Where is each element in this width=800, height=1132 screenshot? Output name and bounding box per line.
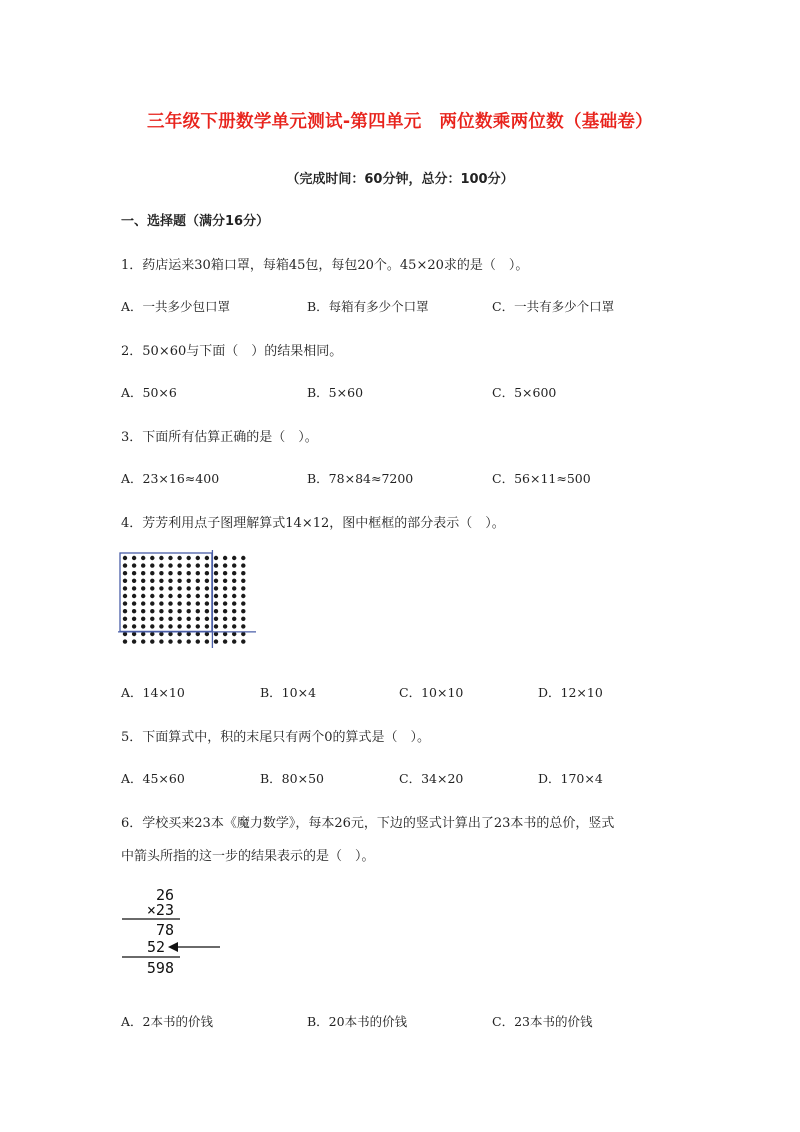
dot bbox=[159, 579, 163, 583]
dot bbox=[187, 617, 191, 621]
q4-option-a: A．14×10 bbox=[121, 685, 185, 700]
dot bbox=[241, 571, 245, 575]
q2-option-c: C．5×600 bbox=[492, 385, 557, 400]
dot bbox=[187, 571, 191, 575]
dot bbox=[159, 556, 163, 560]
dot bbox=[232, 571, 236, 575]
dot bbox=[205, 571, 209, 575]
calc-partial-2: 52 bbox=[146, 938, 165, 956]
dot bbox=[187, 594, 191, 598]
dot bbox=[132, 556, 136, 560]
dot bbox=[241, 601, 245, 605]
dot bbox=[159, 624, 163, 628]
dot bbox=[177, 594, 181, 598]
dot bbox=[232, 556, 236, 560]
dot bbox=[123, 579, 127, 583]
dot bbox=[223, 594, 227, 598]
dot bbox=[168, 563, 172, 567]
page-title: 三年级下册数学单元测试-第四单元 两位数乘两位数（基础卷） bbox=[147, 112, 653, 132]
dot bbox=[196, 609, 200, 613]
dot bbox=[196, 556, 200, 560]
dot bbox=[205, 556, 209, 560]
dot bbox=[159, 609, 163, 613]
dot bbox=[241, 617, 245, 621]
dot bbox=[141, 571, 145, 575]
dot bbox=[168, 571, 172, 575]
dot bbox=[223, 609, 227, 613]
dot bbox=[177, 556, 181, 560]
q4-option-c: C．10×10 bbox=[399, 685, 464, 700]
dot bbox=[141, 617, 145, 621]
dot bbox=[177, 609, 181, 613]
dot bbox=[132, 586, 136, 590]
dot bbox=[223, 586, 227, 590]
dot bbox=[232, 609, 236, 613]
dot bbox=[196, 624, 200, 628]
dot bbox=[205, 617, 209, 621]
dot bbox=[232, 579, 236, 583]
dot bbox=[223, 563, 227, 567]
dot bbox=[123, 609, 127, 613]
question-6-stem-cont: 中箭头所指的这一步的结果表示的是（ ）。 bbox=[121, 849, 375, 864]
q4-option-b: B．10×4 bbox=[260, 685, 317, 700]
dot bbox=[168, 594, 172, 598]
dot bbox=[214, 594, 218, 598]
dot bbox=[241, 563, 245, 567]
dot bbox=[241, 586, 245, 590]
calc-partial-1: 78 bbox=[155, 921, 174, 939]
dot bbox=[232, 601, 236, 605]
dot bbox=[196, 601, 200, 605]
dot bbox=[223, 579, 227, 583]
dot bbox=[123, 617, 127, 621]
dot bbox=[241, 556, 245, 560]
dot bbox=[123, 556, 127, 560]
exam-info: （完成时间：60分钟，总分：100分） bbox=[286, 172, 514, 187]
dot bbox=[168, 617, 172, 621]
q1-option-b: B．每箱有多少个口罩 bbox=[307, 299, 429, 314]
q1-option-a: A．一共多少包口罩 bbox=[121, 299, 231, 314]
dot bbox=[123, 586, 127, 590]
dot bbox=[232, 624, 236, 628]
dot bbox=[241, 624, 245, 628]
q1-option-c: C．一共有多少个口罩 bbox=[492, 299, 615, 314]
calc-multiplicand: 26 bbox=[155, 886, 174, 904]
dot bbox=[177, 624, 181, 628]
dot bbox=[232, 617, 236, 621]
dot bbox=[223, 601, 227, 605]
question-4-stem: 4．芳芳利用点子图理解算式14×12，图中框框的部分表示（ ）。 bbox=[121, 516, 505, 531]
question-6-stem: 6．学校买来23本《魔力数学》，每本26元，下边的竖式计算出了23本书的总价，竖式 bbox=[121, 816, 615, 831]
dot bbox=[205, 624, 209, 628]
dot bbox=[159, 601, 163, 605]
arrow-head bbox=[168, 942, 178, 952]
dot bbox=[168, 639, 172, 643]
dot bbox=[177, 586, 181, 590]
calc-product: 598 bbox=[146, 959, 174, 977]
dot bbox=[223, 571, 227, 575]
dot bbox=[214, 639, 218, 643]
dot bbox=[132, 609, 136, 613]
dot bbox=[232, 586, 236, 590]
dot bbox=[187, 586, 191, 590]
dot bbox=[123, 639, 127, 643]
dot bbox=[177, 571, 181, 575]
dot bbox=[214, 586, 218, 590]
q5-option-c: C．34×20 bbox=[399, 771, 464, 786]
dot bbox=[141, 594, 145, 598]
dot bbox=[150, 594, 154, 598]
dot bbox=[177, 617, 181, 621]
dot bbox=[132, 563, 136, 567]
dot bbox=[177, 601, 181, 605]
dot bbox=[150, 579, 154, 583]
dot bbox=[168, 609, 172, 613]
q6-option-b: B．20本书的价钱 bbox=[307, 1014, 408, 1029]
dot bbox=[159, 571, 163, 575]
dot bbox=[141, 579, 145, 583]
dot bbox=[168, 624, 172, 628]
q3-option-a: A．23×16≈400 bbox=[121, 471, 220, 486]
dot bbox=[214, 609, 218, 613]
dot bbox=[150, 571, 154, 575]
dot bbox=[214, 556, 218, 560]
q5-option-b: B．80×50 bbox=[260, 771, 324, 786]
dot bbox=[205, 609, 209, 613]
dot bbox=[159, 563, 163, 567]
dot bbox=[150, 563, 154, 567]
q6-option-a: A．2本书的价钱 bbox=[121, 1014, 213, 1029]
dot bbox=[150, 639, 154, 643]
dot bbox=[187, 609, 191, 613]
dot bbox=[150, 556, 154, 560]
q2-option-a: A．50×6 bbox=[121, 385, 177, 400]
q4-option-d: D．12×10 bbox=[538, 685, 603, 700]
dot bbox=[232, 639, 236, 643]
q3-option-b: B．78×84≈7200 bbox=[307, 471, 414, 486]
dot bbox=[159, 594, 163, 598]
dot bbox=[196, 586, 200, 590]
dot bbox=[232, 594, 236, 598]
dot bbox=[177, 639, 181, 643]
dot bbox=[150, 624, 154, 628]
q6-option-c: C．23本书的价钱 bbox=[492, 1014, 593, 1029]
dot bbox=[196, 579, 200, 583]
dot bbox=[205, 594, 209, 598]
dot bbox=[214, 601, 218, 605]
dot bbox=[241, 579, 245, 583]
dot bbox=[141, 601, 145, 605]
dot bbox=[223, 639, 227, 643]
q5-option-d: D．170×4 bbox=[538, 771, 603, 786]
dot bbox=[159, 586, 163, 590]
dot bbox=[214, 579, 218, 583]
dot bbox=[141, 556, 145, 560]
question-3-stem: 3．下面所有估算正确的是（ ）。 bbox=[121, 430, 318, 445]
dot bbox=[177, 579, 181, 583]
dot bbox=[187, 579, 191, 583]
dot bbox=[168, 586, 172, 590]
dot bbox=[241, 639, 245, 643]
dot bbox=[150, 586, 154, 590]
dot bbox=[214, 624, 218, 628]
dot bbox=[196, 563, 200, 567]
dot bbox=[132, 639, 136, 643]
dot bbox=[132, 594, 136, 598]
dot-array-figure bbox=[118, 550, 258, 650]
dot bbox=[141, 624, 145, 628]
dot bbox=[223, 556, 227, 560]
dot bbox=[123, 571, 127, 575]
dot bbox=[123, 563, 127, 567]
vertical-multiplication-figure bbox=[110, 880, 240, 980]
dot bbox=[214, 563, 218, 567]
q3-option-c: C．56×11≈500 bbox=[492, 471, 591, 486]
dot bbox=[141, 639, 145, 643]
q5-option-a: A．45×60 bbox=[121, 771, 185, 786]
dot bbox=[187, 556, 191, 560]
dot bbox=[187, 601, 191, 605]
dot bbox=[132, 601, 136, 605]
dot bbox=[205, 586, 209, 590]
dot bbox=[196, 639, 200, 643]
dot bbox=[205, 579, 209, 583]
dot bbox=[214, 571, 218, 575]
dot bbox=[141, 563, 145, 567]
dot bbox=[223, 624, 227, 628]
dot bbox=[141, 586, 145, 590]
dot bbox=[168, 601, 172, 605]
dot bbox=[150, 609, 154, 613]
dot bbox=[241, 594, 245, 598]
dot bbox=[196, 571, 200, 575]
dot bbox=[132, 579, 136, 583]
dot bbox=[159, 617, 163, 621]
question-5-stem: 5．下面算式中，积的末尾只有两个0的算式是（ ）。 bbox=[121, 730, 431, 745]
dot bbox=[232, 563, 236, 567]
dot bbox=[187, 624, 191, 628]
dot bbox=[187, 563, 191, 567]
dot bbox=[132, 617, 136, 621]
dot bbox=[123, 624, 127, 628]
dot bbox=[159, 639, 163, 643]
dot bbox=[241, 609, 245, 613]
dot bbox=[150, 601, 154, 605]
dot bbox=[196, 594, 200, 598]
dot bbox=[205, 563, 209, 567]
dot bbox=[177, 563, 181, 567]
dot bbox=[141, 609, 145, 613]
dot bbox=[205, 639, 209, 643]
question-2-stem: 2．50×60与下面（ ）的结果相同。 bbox=[121, 344, 343, 359]
dot bbox=[150, 617, 154, 621]
dot bbox=[132, 624, 136, 628]
dot bbox=[196, 617, 200, 621]
dot bbox=[205, 601, 209, 605]
calc-multiplier: ×23 bbox=[146, 901, 174, 919]
dot bbox=[223, 617, 227, 621]
question-1-stem: 1．药店运来30箱口罩，每箱45包，每包20个。45×20求的是（ ）。 bbox=[121, 258, 529, 273]
dot bbox=[168, 579, 172, 583]
dot bbox=[187, 639, 191, 643]
dot bbox=[132, 571, 136, 575]
dot bbox=[123, 601, 127, 605]
dot bbox=[214, 617, 218, 621]
q2-option-b: B．5×60 bbox=[307, 385, 364, 400]
section-heading: 一、选择题（满分16分） bbox=[121, 214, 270, 229]
dot bbox=[168, 556, 172, 560]
dot bbox=[123, 594, 127, 598]
